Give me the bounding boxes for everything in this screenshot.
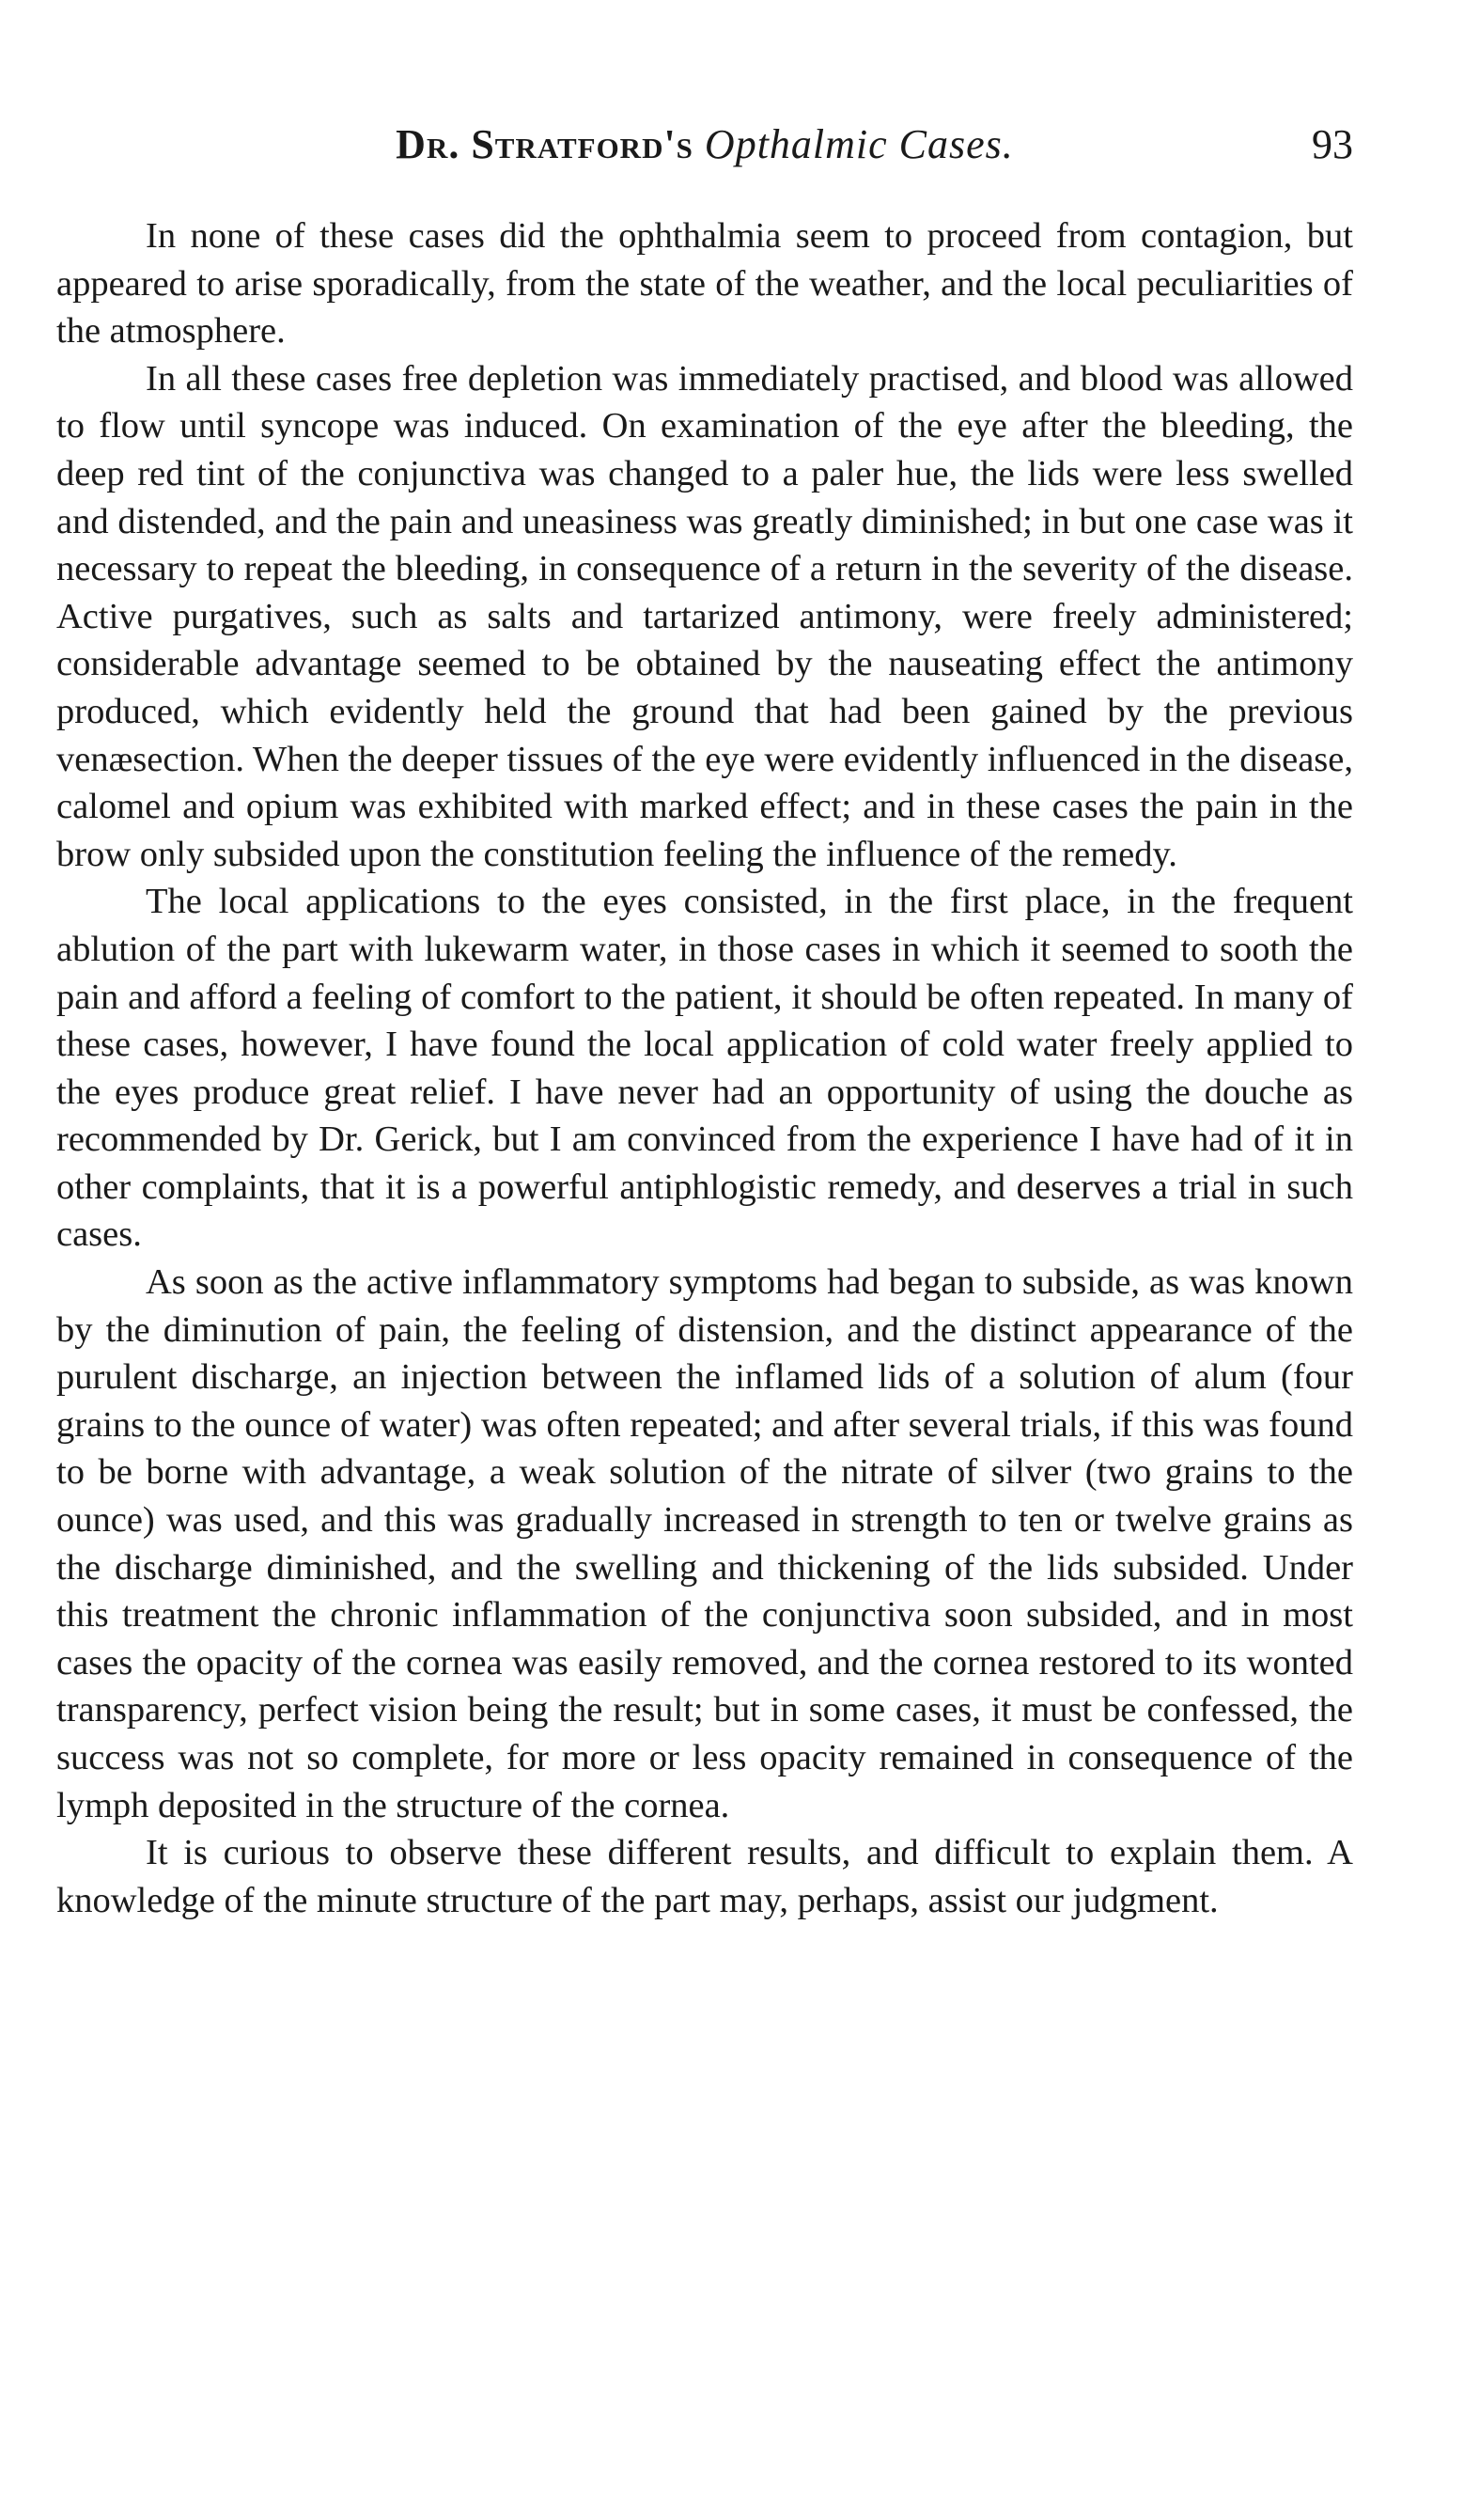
running-head xyxy=(56,120,1353,177)
paragraph: It is curious to observe these different results, and difficult to explain them. A knowledge of the minute structure of the part may, perhaps, assist our judgment. xyxy=(56,1833,1353,1920)
running-title xyxy=(56,120,1353,168)
paragraph: The local applications to the eyes consisted, in the first place, in the frequent ablution of the part with lukewarm water, in those cases in which it seemed to sooth the pain and afford a feeling of comfort to the patient, it should be often repeated. In many of these cases, however, I have found the local application of cold water freely applied to the eyes produce great relief. I have never had an opportunity of using the douche as recommended by Dr. Gerick, but I am convinced from the experience I have had of it in other complaints, that it is a powerful antiphlogistic remedy, and deserves a trial in such cases. xyxy=(56,882,1353,1255)
running-title-author: Dr. Stratford's xyxy=(396,121,693,167)
paragraph: As soon as the active inflammatory symptoms had began to subside, as was known by the diminution of pain, the feeling of distension, and the distinct appearance of the purulent discharge, an injection between the inflamed lids of a solution of alum (four grains to the ounce of water) was often repeated; and after several trials, if this was found to be borne with advantage, a weak solution of the nitrate of silver (two grains to the ounce) was used, and this was gradually increased in strength to ten or twelve grains as the discharge diminished, and the swelling and thickening of the lids subsided. Under this treatment the chronic inflammation of the conjunctiva soon subsided, and in most cases the opacity of the cornea was easily removed, and the cornea restored to its wonted transparency, perfect vision being the result; but in some cases, it must be confessed, the success was not so complete, for more or less opacity remained in consequence of the lymph deposited in the structure of the cornea. xyxy=(56,1262,1353,1825)
running-title-work: Opthalmic Cases. xyxy=(704,121,1014,167)
paragraph: In all these cases free depletion was immediately practised, and blood was allowed to flow until syncope was induced. On examination of the eye after the bleeding, the deep red tint of the conjunctiva was changed to a paler hue, the lids were less swelled and distended, and the pain and uneasiness was greatly diminished; in but one case was it necessary to repeat the bleeding, in consequence of a return in the severity of the disease. Active purgatives, such as salts and tartarized antimony, were freely administered; considerable advantage seemed to be obtained by the nauseating effect the antimony produced, which evidently held the ground that had been gained by the previous venæsection. When the deeper tissues of the eye were evidently influenced in the disease, calomel and opium was exhibited with marked effect; and in these cases the pain in the brow only subsided upon the constitution feeling the influence of the remedy. xyxy=(56,358,1353,874)
page-number: 93 xyxy=(1312,121,1353,167)
paragraph: In none of these cases did the ophthalmia seem to proceed from contagion, but appeared to arise sporadically, from the state of the weather, and the local peculiarities of the atmosphere. xyxy=(56,216,1353,352)
body-text xyxy=(56,212,1353,1924)
